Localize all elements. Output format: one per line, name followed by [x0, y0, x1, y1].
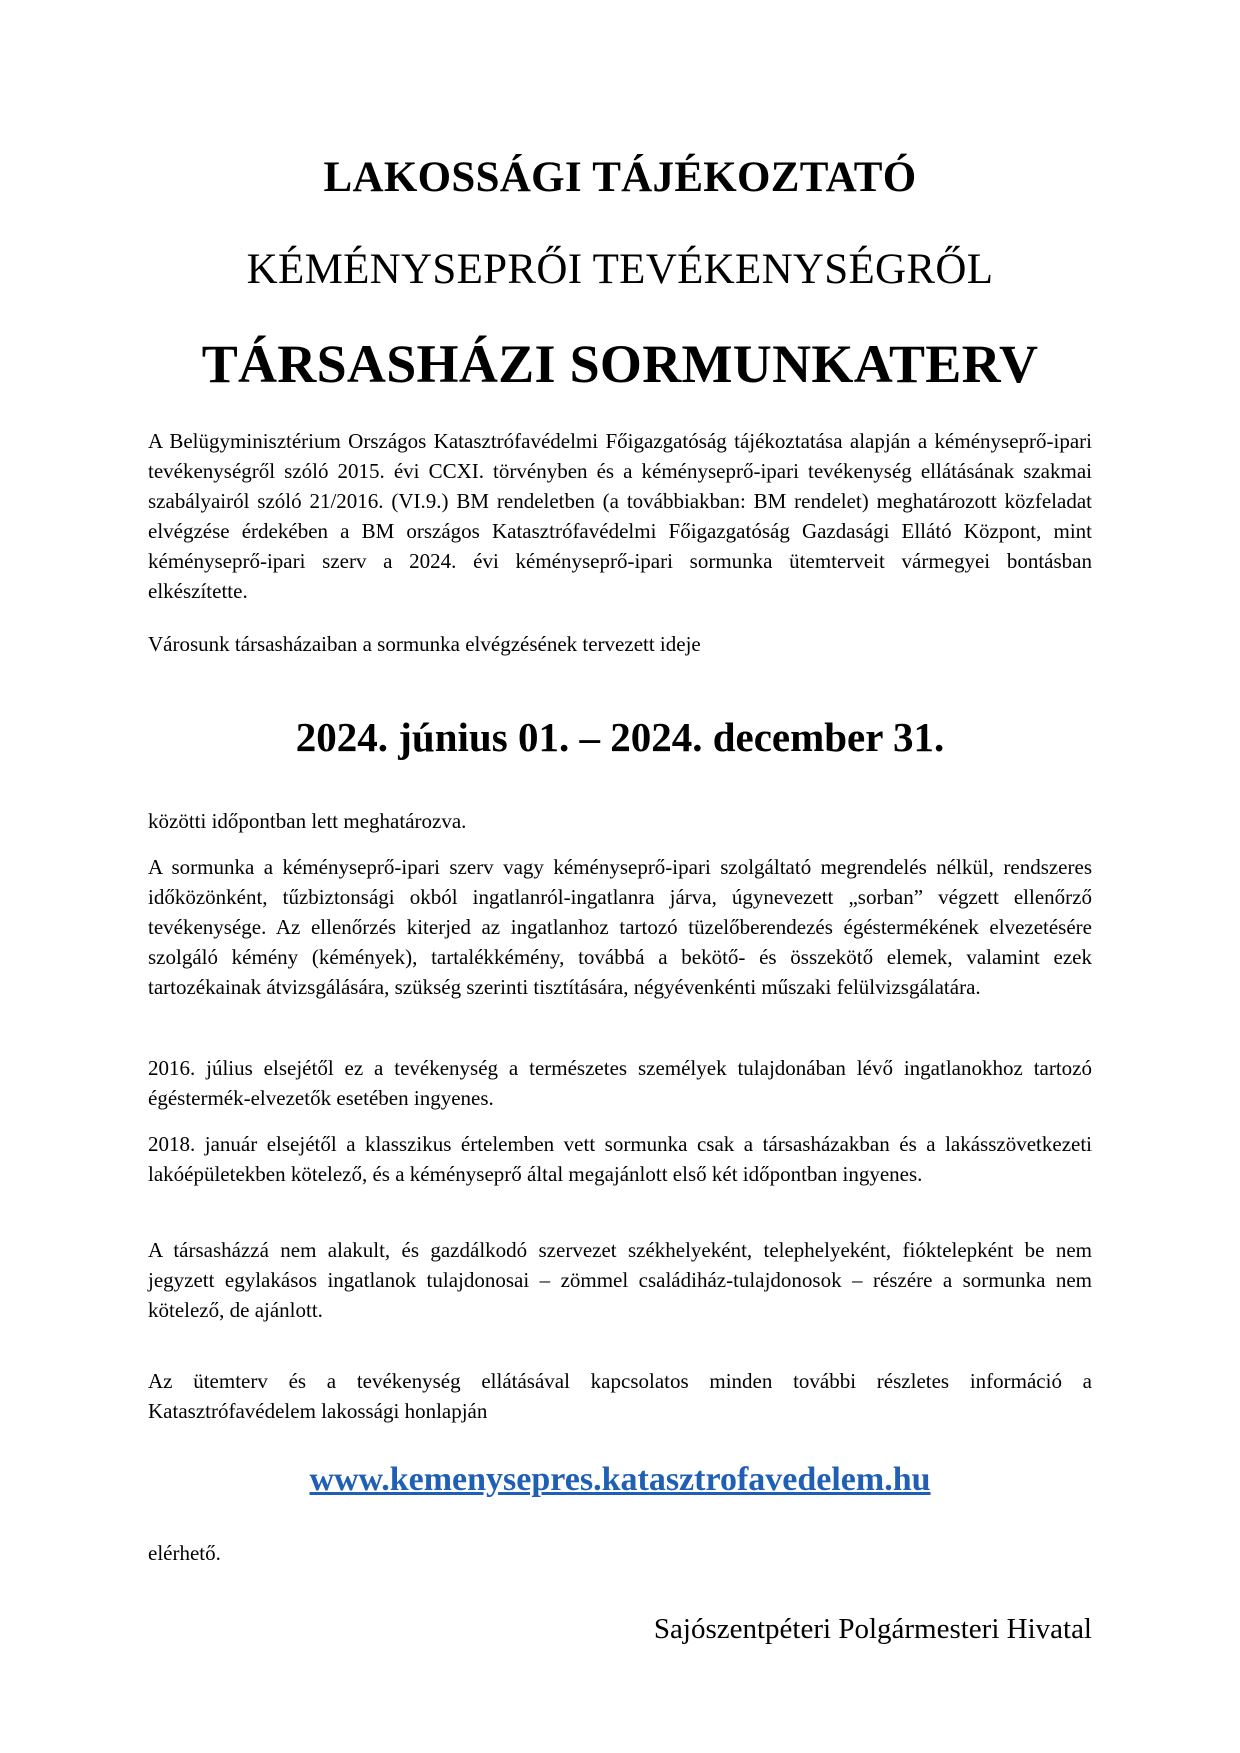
- website-link[interactable]: www.kemenysepres.katasztrofavedelem.hu: [309, 1461, 931, 1498]
- mandatory-since-2018-paragraph: 2018. január elsejétől a klasszikus értelemben vett sormunka csak a társasházakban és a lakásszövetkezeti lakóépületekben kötelező, és a kéményseprő által megajánlott első két időpontban ingyenes.: [148, 1132, 1092, 1186]
- between-paragraph: közötti időpontban lett meghatározva.: [148, 809, 467, 833]
- intro-paragraph: A Belügyminisztérium Országos Katasztrófavédelmi Főigazgatóság tájékoztatása alapján a kéményseprő-ipari tevékenységről szóló 2015. évi CCXI. törvényben és a kéményseprő-ipari tevékenység ellátásának szakmai szabályairól szóló 21/2016. (VI.9.) BM rendeletben (a továbbiakban: BM rendelet) meghatározott közfeladat elvégzése érdekében a BM országos Katasztrófavédelmi Főigazgatóság Gazdasági Ellátó Központ, mint kéményseprő-ipari szerv a 2024. évi kéményseprő-ipari sormunka ütemterveit vármegyei bontásban elkészítette.: [148, 429, 1092, 603]
- free-since-2016-paragraph: 2016. július elsejétől ez a tevékenység a természetes személyek tulajdonában lévő ingatlanokhoz tartozó égéstermék-elvezetők esetében ingyenes.: [148, 1056, 1092, 1110]
- available-paragraph: elérhető.: [148, 1541, 221, 1565]
- document-title: LAKOSSÁGI TÁJÉKOZTATÓ: [323, 154, 917, 201]
- date-range: 2024. június 01. – 2024. december 31.: [295, 714, 945, 760]
- city-paragraph: Városunk társasházaiban a sormunka elvégzésének tervezett ideje: [148, 632, 701, 656]
- sormunka-paragraph: A sormunka a kéményseprő-ipari szerv vagy kéményseprő-ipari szolgáltató megrendelés nélkül, rendszeres időközönként, tűzbiztonsági okból ingatlanról-ingatlanra járva, úgynevezett „sorban” végzett ellenőrző tevékenysége. Az ellenőrzés kiterjed az ingatlanhoz tartozó tüzelőberendezés égéstermékének elvezetésére szolgáló kémény (kémények), tartalékkémény, továbbá a bekötő- és összekötő elemek, valamint ezek tartozékainak átvizsgálására, szükség szerinti tisztítására, négyévenkénti műszaki felülvizsgálatára.: [148, 855, 1092, 999]
- not-mandatory-paragraph: A társasházzá nem alakult, és gazdálkodó szervezet székhelyeként, telephelyeként, fióktelepként be nem jegyzett egylakásos ingatlanok tulajdonosai – zömmel családiház-tulajdonosok – részére a sormunka nem kötelező, de ajánlott.: [148, 1238, 1092, 1322]
- signature: Sajószentpéteri Polgármesteri Hivatal: [653, 1613, 1092, 1645]
- info-paragraph: Az ütemterv és a tevékenység ellátásával kapcsolatos minden további részletes információ a Katasztrófavédelem lakossági honlapján: [148, 1369, 1092, 1423]
- document-subtitle: KÉMÉNYSEPRŐI TEVÉKENYSÉGRŐL: [246, 246, 994, 293]
- document-heading: TÁRSASHÁZI SORMUNKATERV: [201, 334, 1039, 394]
